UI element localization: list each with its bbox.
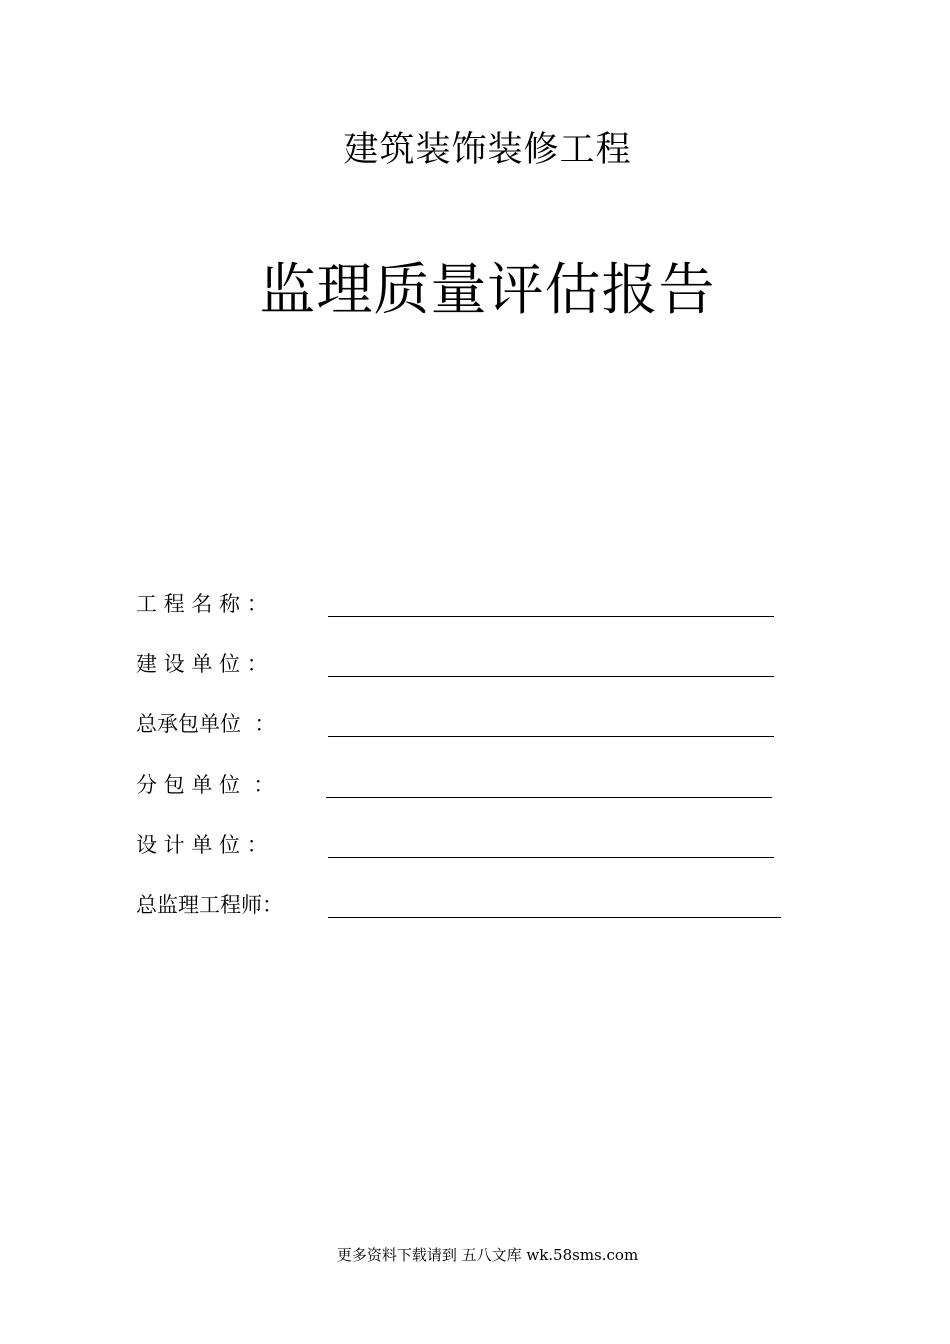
field-general-contractor [136,708,816,748]
field-subcontractor [136,769,816,809]
field-chief-supervisor [136,889,816,929]
field-label: 工 程 名 称 ： [136,592,268,616]
field-label: 设 计 单 位 ： [136,833,268,857]
field-project-name [136,588,816,628]
document-title: 监理质量评估报告 [259,258,716,323]
field-construction-unit [136,648,816,688]
blank-line [328,917,781,918]
blank-line [328,676,774,677]
field-label: 总监理工程师： [136,893,283,917]
footer-note: 更多资料下载请到 五八文库 wk.58sms.com [336,1246,639,1264]
document-subtitle: 建筑装饰装修工程 [343,130,632,170]
field-label: 建 设 单 位 ： [136,652,268,676]
field-design-unit [136,829,816,869]
blank-line [328,616,774,617]
blank-line [326,797,772,798]
field-label: 分 包 单 位 ： [136,773,275,797]
blank-line [328,736,774,737]
blank-line [328,857,774,858]
field-label: 总承包单位 ： [136,712,276,736]
